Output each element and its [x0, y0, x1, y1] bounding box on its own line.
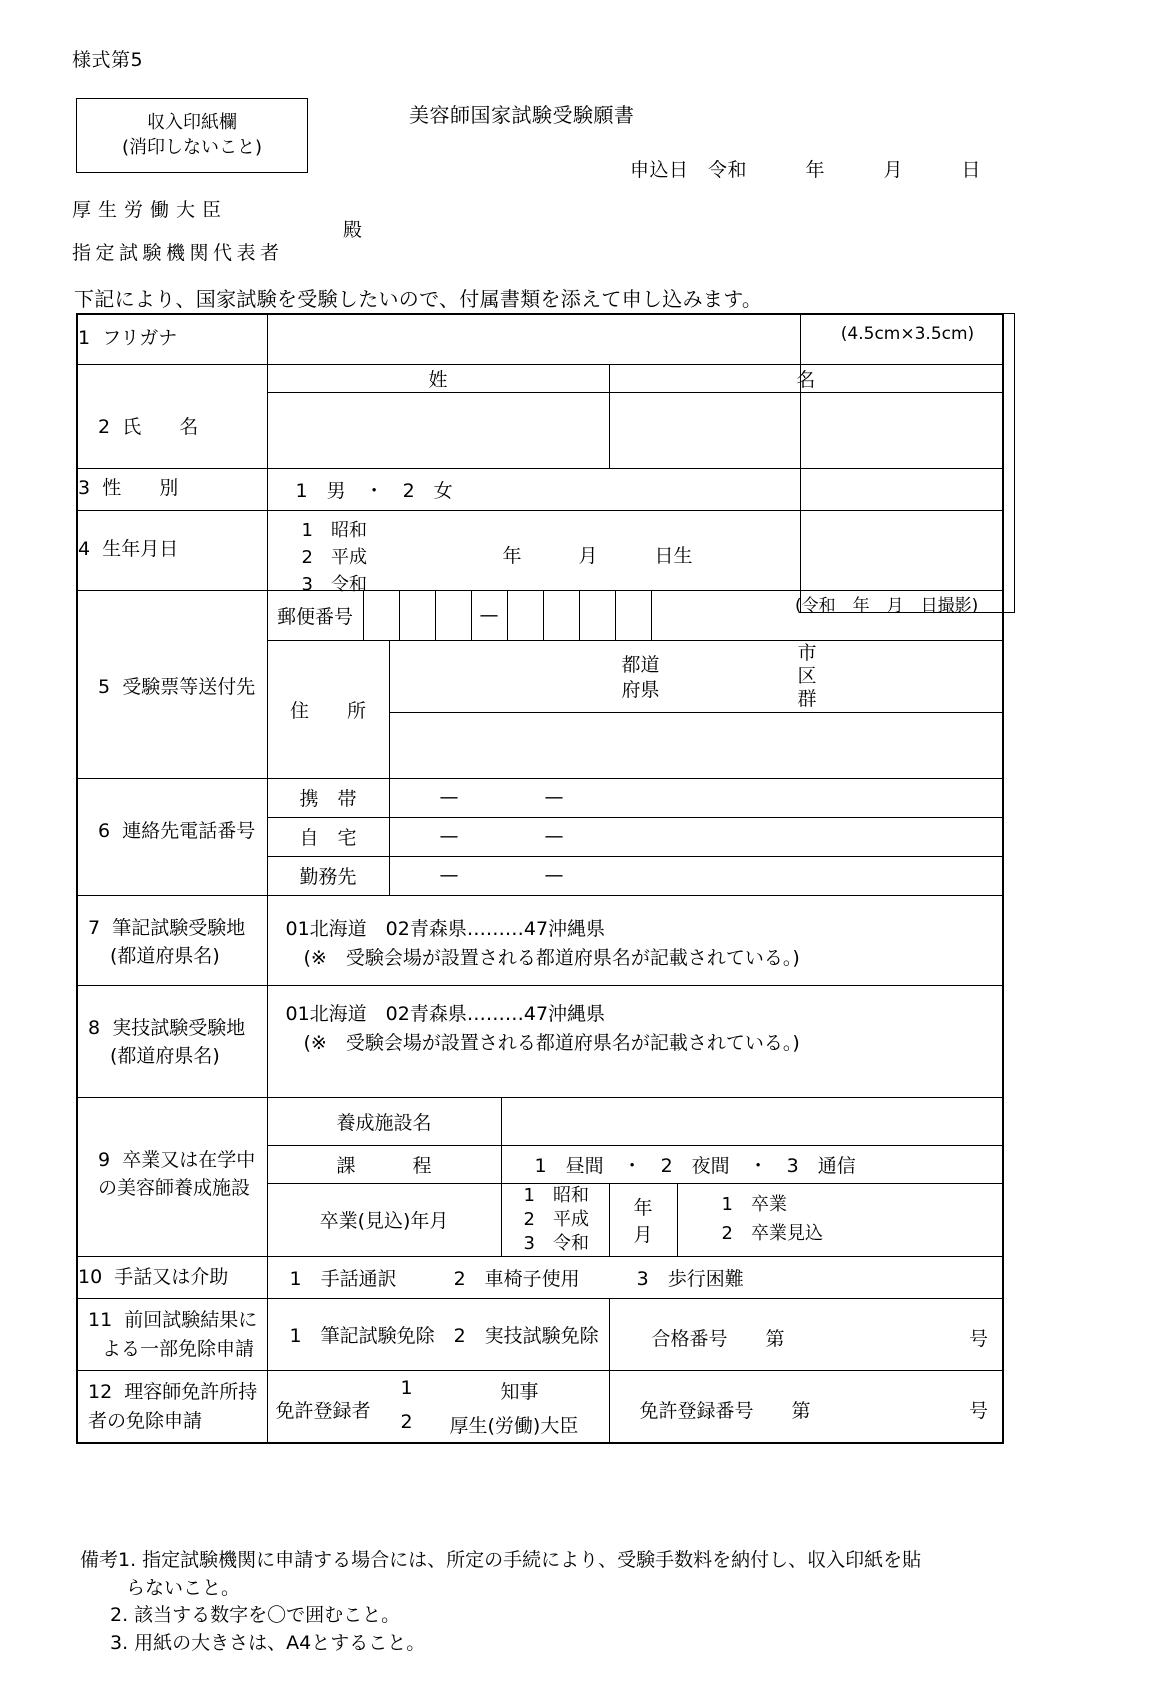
row5-title: 受験票等送付先: [122, 675, 256, 698]
grad-status-expected[interactable]: 2 卒業見込: [721, 1222, 823, 1244]
photo-size-note: (4.5cm×3.5cm): [840, 324, 975, 344]
row8-sub: (都道府県名): [110, 1045, 220, 1067]
note-3: 3. 用紙の大きさは、A4とすること。: [110, 1631, 426, 1654]
license-opt2-number[interactable]: 2: [400, 1411, 413, 1434]
note-1-line1: 備考1. 指定試験機関に申請する場合には、所定の手続により、受験手数料を納付し、収入印紙を貼: [80, 1549, 922, 1571]
pass-number-label: 合格番号 第: [651, 1328, 785, 1351]
row7-sub: (都道府県名): [110, 945, 220, 967]
row10-number: 10: [78, 1266, 103, 1289]
row11-title1: 前回試験結果に: [124, 1309, 258, 1332]
row2-title: 氏 名: [122, 415, 199, 438]
course-options[interactable]: 1 昼間 ・ 2 夜間 ・ 3 通信: [501, 1145, 1003, 1183]
zip-cell[interactable]: [580, 591, 616, 640]
table-row: [77, 895, 1003, 985]
row10-label: [77, 1257, 267, 1299]
row5-label: [77, 590, 267, 778]
zipcode-row[interactable]: [267, 590, 1003, 640]
row1-title: フリガナ: [102, 327, 178, 350]
license-opt1-label[interactable]: 知事: [500, 1381, 539, 1404]
dash-6: —: [544, 863, 564, 886]
row9-number: 9: [98, 1148, 111, 1171]
row3-number: 3: [78, 477, 91, 500]
row3-title: 性 別: [102, 477, 179, 500]
addressee-agency: 指定試験機関代表者: [72, 242, 284, 264]
phone-mobile-label: 携 帯: [267, 778, 389, 817]
row2-label: [77, 364, 267, 468]
license-number-label: 免許登録番号 第: [639, 1400, 811, 1423]
license-opt1-number[interactable]: 1: [400, 1377, 413, 1400]
birth-era-list[interactable]: [286, 517, 367, 598]
fuken-label: 府県: [621, 679, 660, 702]
addressee-honorific: 殿: [343, 219, 363, 241]
row11-label: [77, 1299, 267, 1371]
surname-header: 姓: [267, 364, 609, 392]
stamp-box-line1: 収入印紙欄: [147, 112, 237, 134]
row10-title: 手話又は介助: [114, 1266, 229, 1289]
license-number-field[interactable]: [609, 1371, 1003, 1443]
gun-label: 群: [797, 687, 817, 710]
pass-number-unit: 号: [969, 1328, 989, 1351]
row1-label: [77, 314, 267, 364]
surname-field[interactable]: [267, 392, 609, 468]
shi-label: 市: [797, 641, 817, 664]
dash-2: —: [544, 785, 564, 808]
row3-label: [77, 468, 267, 510]
birthdate-field[interactable]: [267, 510, 1003, 595]
table-row: [77, 778, 1003, 817]
birth-date-line[interactable]: 年 月 日生: [502, 544, 693, 567]
row9-label: [77, 1097, 267, 1257]
phone-mobile-field[interactable]: [389, 778, 1003, 817]
revenue-stamp-box: [76, 98, 308, 173]
written-exam-note: (※ 受験会場が設置される都道府県名が記載されている。): [303, 947, 800, 969]
pass-number-field[interactable]: [609, 1299, 1003, 1371]
note-1-line2: らないこと。: [126, 1576, 241, 1599]
exemption-options[interactable]: 1 筆記試験免除 2 実技試験免除: [267, 1299, 609, 1371]
row12-number: 12: [88, 1381, 113, 1404]
form-number: 様式第5: [72, 49, 144, 71]
zip-cell[interactable]: [544, 591, 580, 640]
practical-exam-location[interactable]: [267, 985, 1003, 1097]
phone-work-field[interactable]: [389, 856, 1003, 895]
givenname-field[interactable]: [609, 392, 1003, 468]
row8-title: 実技試験受験地: [112, 1016, 246, 1039]
dash-5: —: [439, 863, 459, 886]
row4-title: 生年月日: [102, 538, 179, 561]
graduation-status-field[interactable]: [677, 1183, 1003, 1257]
dash-4: —: [544, 824, 564, 847]
row4-number: 4: [78, 538, 91, 561]
practical-exam-pref-list: 01北海道 02青森県………47沖縄県: [285, 1002, 606, 1025]
table-row: [77, 1097, 1003, 1145]
row12-label: [77, 1371, 267, 1443]
shikugun-stack: [798, 642, 817, 712]
row5-number: 5: [98, 675, 111, 698]
address-label-text: 住 所: [289, 699, 366, 722]
lead-text: 下記により、国家試験を受験したいので、付属書類を添えて申し込みます。: [74, 287, 763, 311]
phone-home-field[interactable]: [389, 817, 1003, 856]
row12-title1: 理容師免許所持: [124, 1381, 258, 1404]
stamp-box-line2: (消印しないこと): [121, 136, 263, 158]
row6-label: [77, 778, 267, 895]
row6-title: 連絡先電話番号: [122, 819, 256, 842]
givenname-header: 名: [609, 364, 1003, 392]
zipcode-rest: [652, 591, 1003, 640]
license-opt2-label[interactable]: 厚生(労働)大臣: [449, 1415, 579, 1438]
row9-title1: 卒業又は在学中: [122, 1148, 256, 1171]
facility-name-label: 養成施設名: [267, 1097, 501, 1145]
row12-title2: 者の免除申請: [88, 1409, 203, 1432]
course-label: 課 程: [267, 1145, 501, 1183]
zip-cell[interactable]: [616, 591, 652, 640]
zipcode-label: 郵便番号: [268, 591, 364, 640]
table-row: [77, 1299, 1003, 1371]
application-table: [76, 313, 1004, 1444]
row2-number: 2: [98, 415, 111, 438]
table-row: [77, 590, 1003, 640]
table-row: [77, 985, 1003, 1097]
row9-title2: の美容師養成施設: [98, 1177, 251, 1199]
license-registrant-field[interactable]: [267, 1371, 609, 1443]
row7-label: [77, 895, 267, 985]
practical-exam-note: (※ 受験会場が設置される都道府県名が記載されている。): [303, 1031, 800, 1054]
assistance-options[interactable]: 1 手話通訳 2 車椅子使用 3 歩行困難: [267, 1257, 1003, 1299]
written-exam-pref-list: 01北海道 02青森県………47沖縄県: [285, 917, 606, 940]
row11-title2: よる一部免除申請: [102, 1337, 255, 1360]
row7-title: 筆記試験受験地: [112, 916, 246, 939]
table-row: [77, 510, 1003, 590]
table-row: [77, 1371, 1003, 1443]
row8-number: 8: [88, 1016, 101, 1039]
note-2: 2. 該当する数字を〇で囲むこと。: [110, 1604, 401, 1627]
zipcode-cells[interactable]: [364, 591, 652, 640]
phone-home-label: 自 宅: [267, 817, 389, 856]
graduation-era-field[interactable]: [501, 1183, 609, 1257]
graduation-era-list[interactable]: [502, 1184, 609, 1257]
table-row: [77, 314, 1003, 364]
footer-notes: [80, 1547, 921, 1657]
zip-separator: —: [472, 591, 508, 640]
graduation-ym-field[interactable]: 年 月: [609, 1183, 677, 1257]
grad-era-heisei[interactable]: 2 平成: [523, 1208, 589, 1230]
todofuken-stack: [622, 653, 660, 704]
phone-work-label: 勤務先: [267, 856, 389, 895]
dash-3: —: [439, 824, 459, 847]
furigana-field[interactable]: [267, 314, 1003, 364]
written-exam-location[interactable]: [267, 895, 1003, 985]
row8-label: [77, 985, 267, 1097]
license-registrant-label: 免許登録者: [275, 1400, 371, 1423]
row7-number: 7: [88, 916, 101, 939]
gender-options[interactable]: 1 男 ・ 2 女: [267, 468, 1003, 510]
grad-era-reiwa[interactable]: 3 令和: [523, 1233, 589, 1255]
zip-cell[interactable]: [400, 591, 436, 640]
address-label: [267, 640, 389, 778]
graduation-label: 卒業(見込)年月: [267, 1183, 501, 1257]
todo-label: 都道: [621, 653, 660, 676]
application-date-line: 申込日 令和 年 月 日: [630, 159, 982, 181]
table-row: [77, 364, 1003, 392]
row1-number: 1: [78, 327, 91, 350]
address-field-1[interactable]: [389, 640, 1003, 712]
table-row: [77, 1257, 1003, 1299]
zipcode-wrap: [268, 591, 1003, 640]
table-row: [77, 468, 1003, 510]
row11-number: 11: [88, 1309, 113, 1332]
birth-era-heisei[interactable]: 2 平成: [301, 546, 367, 568]
birth-era-showa[interactable]: 1 昭和: [301, 519, 367, 541]
grad-status-graduated[interactable]: 1 卒業: [721, 1194, 787, 1216]
facility-name-field[interactable]: [501, 1097, 1003, 1145]
birth-era-reiwa[interactable]: 3 令和: [301, 573, 367, 595]
license-number-unit: 号: [969, 1400, 989, 1423]
addressee-minister: 厚生労働大臣: [72, 199, 229, 221]
row4-label: [77, 510, 267, 590]
ku-label: 区: [797, 664, 817, 687]
document-title: 美容師国家試験受験願書: [409, 103, 635, 127]
graduation-status-list[interactable]: [678, 1191, 1003, 1249]
address-field-2[interactable]: [389, 712, 1003, 778]
zip-cell[interactable]: [508, 591, 544, 640]
zip-cell[interactable]: [436, 591, 472, 640]
dash-1: —: [439, 785, 459, 808]
zip-cell[interactable]: [364, 591, 400, 640]
grad-era-showa[interactable]: 1 昭和: [523, 1184, 589, 1206]
photo-date-note: (令和 年 月 日撮影): [795, 596, 979, 616]
row6-number: 6: [98, 819, 111, 842]
